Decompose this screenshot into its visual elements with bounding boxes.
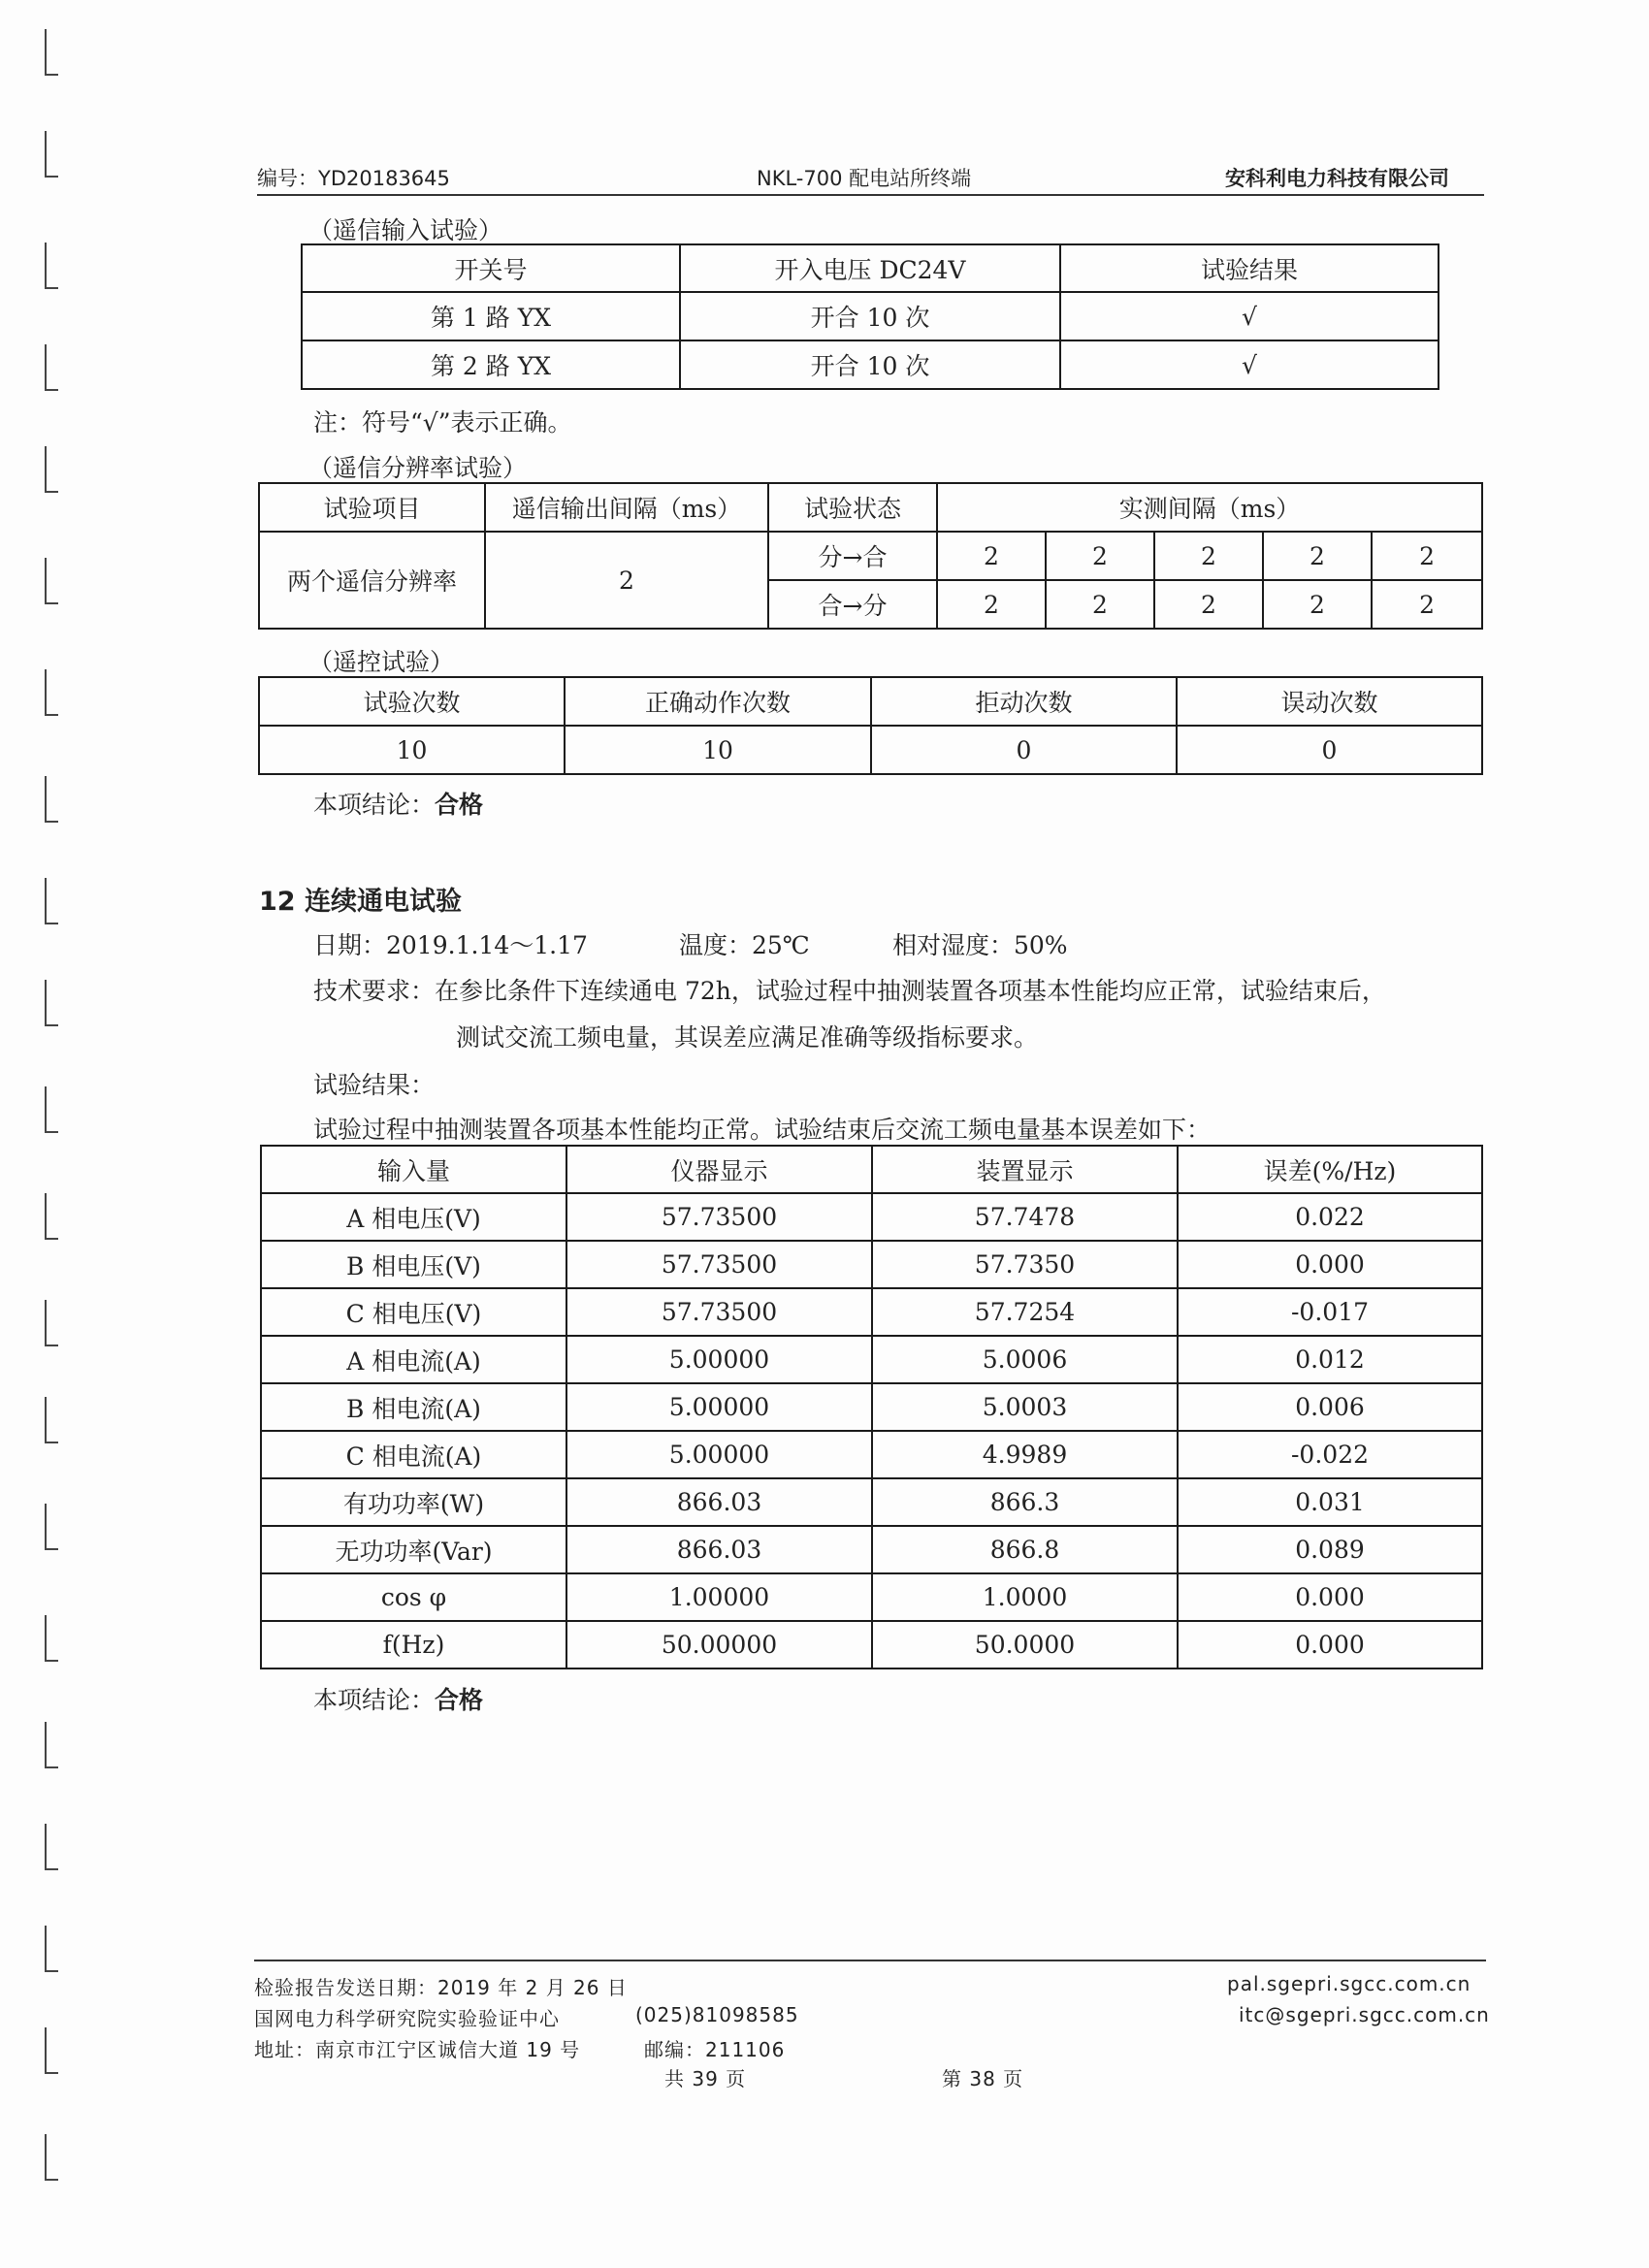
report-number: 编号：YD20183645: [257, 167, 450, 190]
table-cell: 57.73500: [566, 1241, 872, 1288]
binder-mark: [45, 2027, 47, 2072]
table-cell: 2: [1263, 580, 1372, 629]
table-cell: 866.03: [566, 1478, 872, 1526]
binder-mark: [45, 1397, 47, 1442]
table-row: [302, 292, 1439, 340]
binder-mark-foot: [45, 1548, 58, 1550]
conclusion-value: 合格: [435, 791, 484, 819]
table-header-cell: 正确动作次数: [565, 677, 871, 726]
binder-mark-foot: [45, 714, 58, 716]
yk-caption: （遥控试验）: [308, 648, 455, 676]
binder-mark-foot: [45, 1024, 58, 1026]
table-cell: C 相电压(V): [261, 1288, 566, 1336]
table-cell: 5.00000: [566, 1431, 872, 1478]
table-row: [261, 1431, 1482, 1478]
binder-mark-foot: [45, 2072, 58, 2074]
table-cell: 866.8: [872, 1526, 1178, 1573]
binder-mark: [45, 131, 47, 176]
company-name: 安科利电力科技有限公司: [1225, 167, 1449, 190]
table-cell: 4.9989: [872, 1431, 1178, 1478]
binder-mark: [45, 344, 47, 389]
table-row: [302, 340, 1439, 389]
page-number: 第 38 页: [942, 2067, 1024, 2090]
table-header-cell: 试验次数: [259, 677, 565, 726]
binder-mark: [45, 446, 47, 491]
section-title: 12 连续通电试验: [259, 887, 462, 917]
error-table: [260, 1145, 1483, 1669]
table-cell: 开合 10 次: [680, 340, 1060, 389]
check-mark: √: [1060, 340, 1439, 389]
table-row: [261, 1193, 1482, 1241]
binder-mark-foot: [45, 923, 58, 924]
table-cell: 10: [259, 726, 565, 774]
yk-table: [258, 676, 1483, 775]
table-header-row: [302, 244, 1439, 292]
binder-mark: [45, 1926, 47, 1970]
table-header-cell: 遥信输出间隔（ms）: [485, 483, 768, 532]
table-cell: 866.03: [566, 1526, 872, 1573]
table-header-cell: 误差(%/Hz): [1178, 1146, 1482, 1193]
table-cell: f(Hz): [261, 1621, 566, 1669]
binder-mark-foot: [45, 2179, 58, 2181]
yx-input-table: [301, 243, 1439, 390]
table-cell: 57.7254: [872, 1288, 1178, 1336]
table-cell: 2: [937, 532, 1046, 580]
result-text: 试验过程中抽测装置各项基本性能均正常。试验结束后交流工频电量基本误差如下：: [313, 1116, 1212, 1144]
table-row: [261, 1383, 1482, 1431]
binder-mark-foot: [45, 1345, 58, 1346]
test-humidity: 相对湿度：50%: [892, 931, 1068, 959]
table-cell: 第 1 路 YX: [302, 292, 680, 340]
table-cell: 0.000: [1178, 1241, 1482, 1288]
table-cell: A 相电压(V): [261, 1193, 566, 1241]
address: 地址：南京市江宁区诚信大道 19 号: [254, 2038, 581, 2061]
table-header-row: [261, 1146, 1482, 1193]
table-row: [261, 1621, 1482, 1669]
table-cell: 0: [1177, 726, 1482, 774]
conclusion-label: 本项结论：: [313, 1686, 436, 1714]
table-cell: 50.0000: [872, 1621, 1178, 1669]
table-header-row: [259, 483, 1482, 532]
table-cell: 866.3: [872, 1478, 1178, 1526]
table-cell: 0.006: [1178, 1383, 1482, 1431]
check-mark: √: [1060, 292, 1439, 340]
binder-mark-foot: [45, 287, 58, 289]
table-cell: C 相电流(A): [261, 1431, 566, 1478]
table-header-cell: 试验状态: [768, 483, 937, 532]
table-header-row: [259, 677, 1482, 726]
binder-mark: [45, 1615, 47, 1660]
binder-mark-foot: [45, 1660, 58, 1662]
table-header-cell: 输入量: [261, 1146, 566, 1193]
binder-mark: [45, 776, 47, 821]
binder-mark-foot: [45, 821, 58, 823]
institute-name: 国网电力科学研究院实验验证中心: [254, 2007, 560, 2030]
website: pal.sgepri.sgcc.com.cn: [1227, 1972, 1471, 1995]
table-cell: 0.031: [1178, 1478, 1482, 1526]
binder-mark-foot: [45, 1131, 58, 1133]
table-cell: 1.0000: [872, 1573, 1178, 1621]
table-header-cell: 试验项目: [259, 483, 485, 532]
table-cell: -0.017: [1178, 1288, 1482, 1336]
test-temperature: 温度：25℃: [679, 931, 810, 959]
tech-requirement-line1: 技术要求：在参比条件下连续通电 72h，试验过程中抽测装置各项基本性能均应正常，试验结束后，: [313, 977, 1386, 1005]
yx-resolution-caption: （遥信分辨率试验）: [308, 454, 528, 482]
table-cell: 57.73500: [566, 1288, 872, 1336]
table-row: [261, 1336, 1482, 1383]
table-cell: B 相电流(A): [261, 1383, 566, 1431]
table-cell: 2: [937, 580, 1046, 629]
binder-mark-foot: [45, 1238, 58, 1240]
result-label: 试验结果：: [313, 1071, 436, 1099]
table-cell: 0.000: [1178, 1573, 1482, 1621]
table-row: [261, 1478, 1482, 1526]
binder-mark-foot: [45, 74, 58, 76]
table-cell: A 相电流(A): [261, 1336, 566, 1383]
table-cell: 5.0006: [872, 1336, 1178, 1383]
state-cell: 合→分: [768, 580, 937, 629]
email: itc@sgepri.sgcc.com.cn: [1239, 2003, 1490, 2026]
binder-mark: [45, 243, 47, 287]
table-header-cell: 开入电压 DC24V: [680, 244, 1060, 292]
table-cell: B 相电压(V): [261, 1241, 566, 1288]
total-pages: 共 39 页: [664, 2067, 747, 2090]
table-header-cell: 开关号: [302, 244, 680, 292]
test-date: 日期：2019.1.14～1.17: [313, 931, 588, 959]
binder-mark: [45, 1504, 47, 1548]
table-cell: 开合 10 次: [680, 292, 1060, 340]
table-cell: 50.00000: [566, 1621, 872, 1669]
postcode: 邮编：211106: [644, 2038, 786, 2061]
table-cell: 2: [1263, 532, 1372, 580]
table-cell: 0.012: [1178, 1336, 1482, 1383]
binder-mark: [45, 29, 47, 74]
table-row: [261, 1526, 1482, 1573]
table-header-cell: 实测间隔（ms）: [937, 483, 1482, 532]
section12-conclusion: [313, 1681, 483, 1716]
table-row: [261, 1241, 1482, 1288]
conclusion-label: 本项结论：: [313, 791, 436, 819]
table-row: [259, 532, 1482, 580]
table-cell: 2: [1046, 580, 1154, 629]
table-header-cell: 误动次数: [1177, 677, 1482, 726]
table-cell: 57.7350: [872, 1241, 1178, 1288]
binder-mark: [45, 669, 47, 714]
binder-mark: [45, 980, 47, 1024]
binder-mark: [45, 558, 47, 602]
table-cell: 5.00000: [566, 1383, 872, 1431]
table-cell: 0.000: [1178, 1621, 1482, 1669]
interval-cell: 2: [485, 532, 768, 629]
test-item-cell: 两个遥信分辨率: [259, 532, 485, 629]
table-cell: 10: [565, 726, 871, 774]
binder-mark-foot: [45, 1868, 58, 1870]
binder-mark: [45, 1824, 47, 1868]
binder-mark: [45, 1300, 47, 1345]
table-cell: 1.00000: [566, 1573, 872, 1621]
table-cell: 2: [1046, 532, 1154, 580]
table-cell: 无功功率(Var): [261, 1526, 566, 1573]
binder-mark-foot: [45, 1970, 58, 1972]
table-cell: cos φ: [261, 1573, 566, 1621]
binder-mark: [45, 1722, 47, 1766]
table-cell: 2: [1372, 532, 1482, 580]
table-cell: 0.022: [1178, 1193, 1482, 1241]
binder-mark-foot: [45, 1442, 58, 1443]
table-row: [261, 1288, 1482, 1336]
table-header-cell: 拒动次数: [871, 677, 1177, 726]
table-cell: 57.7478: [872, 1193, 1178, 1241]
send-date: 检验报告发送日期：2019 年 2 月 26 日: [254, 1976, 628, 1999]
table-row: [259, 726, 1482, 774]
binder-mark: [45, 1193, 47, 1238]
binder-mark-foot: [45, 389, 58, 391]
table-cell: 5.00000: [566, 1336, 872, 1383]
table-cell: 2: [1154, 580, 1263, 629]
table-cell: 0.089: [1178, 1526, 1482, 1573]
binder-mark: [45, 878, 47, 923]
tech-requirement-line2: 测试交流工频电量，其误差应满足准确等级指标要求。: [456, 1023, 1039, 1052]
table-cell: 5.0003: [872, 1383, 1178, 1431]
table-header-cell: 装置显示: [872, 1146, 1178, 1193]
table-cell: 0: [871, 726, 1177, 774]
yx-input-note: 注：符号“√”表示正确。: [313, 408, 572, 437]
product-name: NKL-700 配电站所终端: [757, 167, 972, 190]
table-header-cell: 试验结果: [1060, 244, 1439, 292]
table-cell: 57.73500: [566, 1193, 872, 1241]
table-cell: -0.022: [1178, 1431, 1482, 1478]
binder-mark-foot: [45, 1766, 58, 1768]
yx-input-caption: （遥信输入试验）: [308, 216, 503, 244]
binder-mark-foot: [45, 176, 58, 178]
yx-resolution-table: [258, 482, 1483, 630]
conclusion-value: 合格: [435, 1686, 484, 1714]
binder-mark: [45, 2134, 47, 2179]
yk-conclusion: [313, 786, 483, 821]
binder-mark-foot: [45, 602, 58, 604]
table-cell: 第 2 路 YX: [302, 340, 680, 389]
state-cell: 分→合: [768, 532, 937, 580]
table-cell: 2: [1154, 532, 1263, 580]
phone-number: (025)81098585: [635, 2003, 799, 2026]
table-row: [261, 1573, 1482, 1621]
binder-mark-foot: [45, 491, 58, 493]
header-rule: [257, 194, 1484, 196]
table-header-cell: 仪器显示: [566, 1146, 872, 1193]
footer-rule: [254, 1960, 1486, 1961]
table-cell: 有功功率(W): [261, 1478, 566, 1526]
binder-mark: [45, 1086, 47, 1131]
table-cell: 2: [1372, 580, 1482, 629]
